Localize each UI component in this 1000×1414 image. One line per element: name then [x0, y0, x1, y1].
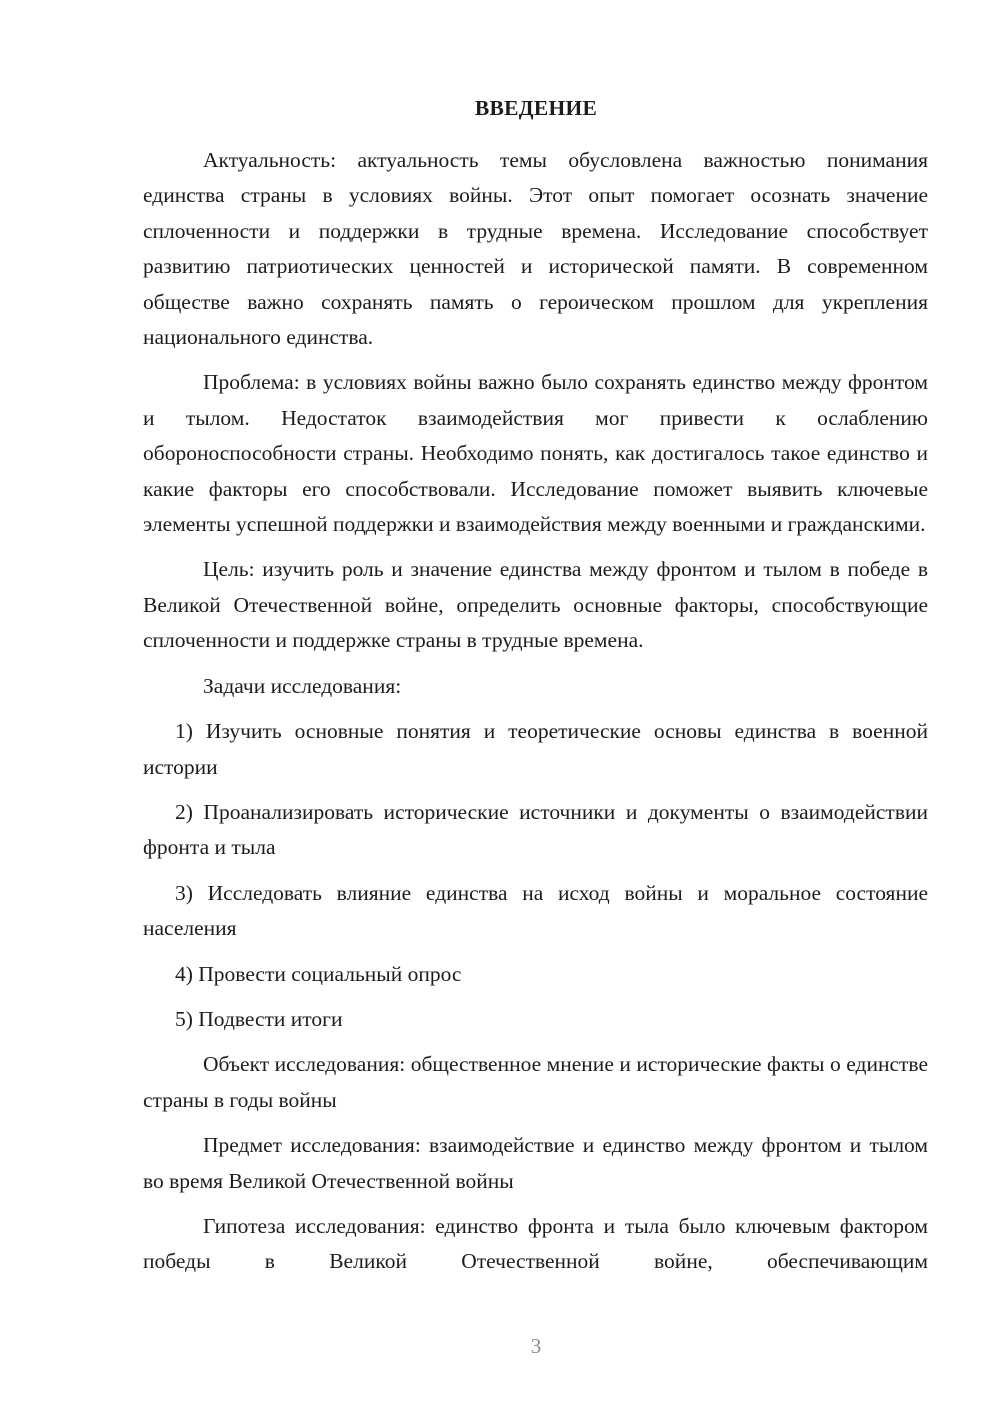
list-item: 1) Изучить основные понятия и теоретические основы единства в военной истории: [143, 719, 928, 779]
document-body: [143, 143, 928, 1280]
paragraph-subject: Предмет исследования: взаимодействие и единство между фронтом и тылом во время Великой Отечественной войны: [143, 1133, 928, 1193]
list-item: 4) Провести социальный опрос: [175, 961, 462, 986]
list-item: 2) Проанализировать исторические источники и документы о взаимодействии фронта и тыла: [143, 799, 928, 860]
paragraph-relevance: Актуальность: актуальность темы обусловлена важностью понимания единства страны в условиях войны. Этот опыт помогает осознать значение сплоченности и поддержки в трудные времена. Исследование способствует развитию патриотических ценностей и исторической памяти. В современном обществе важно сохранять память о героическом прошлом для укрепления национального единства.: [143, 148, 928, 350]
paragraph-object: Объект исследования: общественное мнение и исторические факты о единстве страны в годы войны: [143, 1052, 928, 1112]
paragraph-tasks-heading: Задачи исследования:: [203, 673, 402, 698]
section-title: ВВЕДЕНИЕ: [474, 96, 598, 120]
paragraph-hypothesis: Гипотеза исследования: единство фронта и тыла было ключевым фактором победы в Великой Отечественной войне, обеспечивающим: [143, 1213, 928, 1274]
page-number: 3: [530, 1334, 542, 1358]
list-item: 5) Подвести итоги: [175, 1006, 343, 1031]
paragraph-goal: Цель: изучить роль и значение единства между фронтом и тылом в победе в Великой Отечественной войне, определить основные факторы, способствующие сплоченности и поддержке страны в трудные времена.: [143, 557, 928, 653]
list-item: 3) Исследовать влияние единства на исход войны и моральное состояние населения: [143, 880, 928, 941]
paragraph-problem: Проблема: в условиях войны важно было сохранять единство между фронтом и тылом. Недостаток взаимодействия мог привести к ослаблению обороноспособности страны. Необходимо понять, как достигалось такое единство и какие факторы его способствовали. Исследование поможет выявить ключевые элементы успешной поддержки и взаимодействия между военными и гражданскими.: [143, 370, 928, 537]
